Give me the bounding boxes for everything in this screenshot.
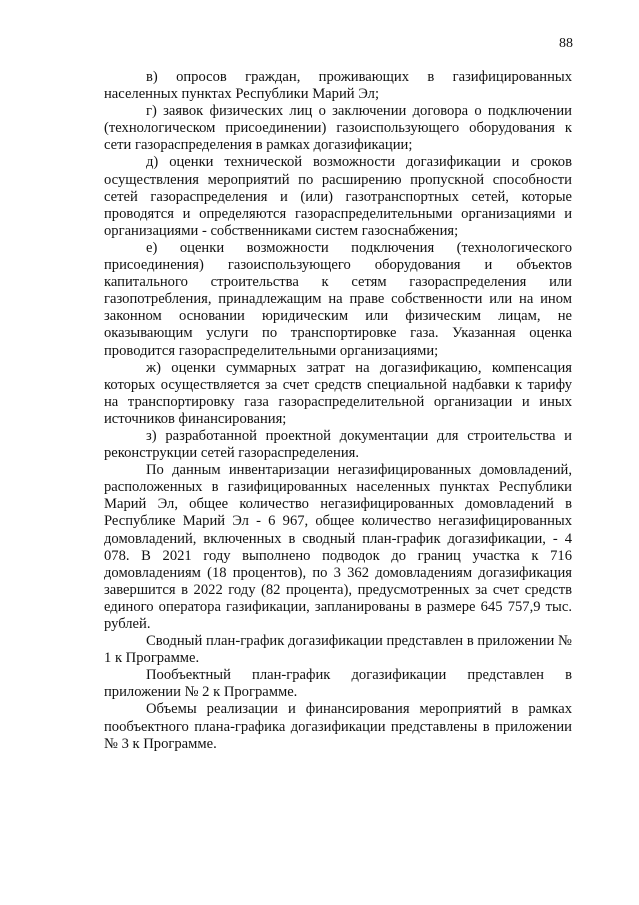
paragraph-g: г) заявок физических лиц о заключении договора о подключении (технологическом присоединении) газоиспользующего оборудования к сети газораспределения в рамках догазификации; xyxy=(104,103,572,154)
paragraph-d: д) оценки технической возможности догазификации и сроков осуществления мероприятий по расширению пропускной способности сетей газораспределения и (или) газотранспортных сетей, которые проводятся и определяются газораспределительными организациями и организациями - собственниками систем газоснабжения; xyxy=(104,154,572,239)
paragraph-e: е) оценки возможности подключения (технологического присоединения) газоиспользующего оборудования и объектов капитального строительства к сетям газораспределения или газопотребления, принадлежащим на праве собственности или на ином законном основании юридическим или физическим лицам, не оказывающим услуги по транспортировке газа. Указанная оценка проводится газораспределительными организациями; xyxy=(104,239,572,359)
paragraph-zh: ж) оценки суммарных затрат на догазификацию, компенсация которых осуществляется за счет средств специальной надбавки к тарифу на транспортировку газа газораспределительной организации и иных источников финансирования; xyxy=(104,359,572,427)
page-number: 88 xyxy=(559,36,573,51)
paragraph-appendix-2: Пообъектный план-график догазификации представлен в приложении № 2 к Программе. xyxy=(104,667,572,701)
paragraph-inventory: По данным инвентаризации негазифицированных домовладений, расположенных в газифицированных населенных пунктах Республики Марий Эл, общее количество негазифицированных домовладений в Республике Марий Эл - 6 967, общее количество негазифицированных домовладений, включенных в сводный план-график догазификации, - 4 078. В 2021 году выполнено подводок до границ участка к 716 домовладениям (18 процентов), по 3 362 домовладениям догазификация завершится в 2022 году (82 процента), предусмотренных за счет средств единого оператора газификации, запланированы в размере 645 757,9 тыс. рублей. xyxy=(104,462,572,632)
paragraph-z: з) разработанной проектной документации для строительства и реконструкции сетей газораспределения. xyxy=(104,427,572,462)
paragraph-appendix-3: Объемы реализации и финансирования мероприятий в рамках пообъектного плана-графика догазификации представлены в приложении № 3 к Программе. xyxy=(104,701,572,752)
paragraph-v: в) опросов граждан, проживающих в газифицированных населенных пунктах Республики Марий Эл; xyxy=(104,69,572,103)
document-body xyxy=(104,69,572,753)
paragraph-appendix-1: Сводный план-график догазификации представлен в приложении № 1 к Программе. xyxy=(104,633,572,667)
